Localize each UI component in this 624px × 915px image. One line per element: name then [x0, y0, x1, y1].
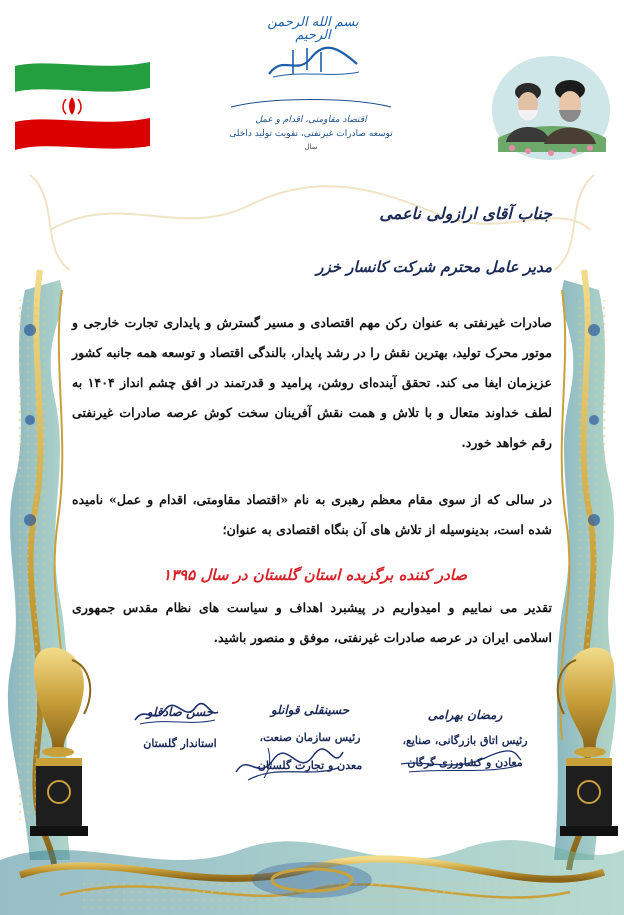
year-motto	[215, 96, 407, 151]
signatory-name: حسن صادقلو	[146, 705, 214, 719]
iran-flag	[10, 58, 155, 153]
award-title: صادر کننده برگزیده استان گلستان در سال ۱۳۹۵	[162, 566, 468, 584]
golden-trophy-left-icon	[22, 640, 108, 840]
signatory-role: استاندار گلستان	[143, 737, 217, 750]
golden-trophy-right-icon	[540, 640, 624, 840]
basmala-flourish-icon	[263, 44, 363, 80]
signatory-name: رمضان بهرامی	[427, 708, 503, 722]
signatory-role: معدن و تجارت گلستان	[257, 759, 363, 772]
recipient-position: مدیر عامل محترم شرکت کانسار خزر	[316, 258, 552, 276]
handwritten-signature-icon	[130, 700, 220, 730]
signatory-role: معادن و کشاورزی گرگان	[407, 756, 523, 769]
handwritten-signature-icon	[228, 742, 348, 784]
basmala-text: بسم الله الرحمن الرحیم	[267, 15, 359, 43]
signatory-name: حسینقلی قوانلو	[270, 703, 350, 717]
handwritten-signature-icon	[395, 742, 525, 778]
paragraph-2: در سالی که از سوی مقام معظم رهبری به نام «اقتصاد مقاومتی، اقدام و عمل» نامیده شده است، بدینوسیله از تلاش های آن بنگاه اقتصادی به عنوان؛	[72, 492, 552, 537]
leaders-portrait-image	[488, 52, 614, 164]
basmala-calligraphy	[258, 16, 368, 80]
motto-flourish-icon	[221, 97, 401, 111]
signatory-role: رئیس اتاق بازرگانی، صنایع،	[402, 734, 528, 747]
motto-line1: اقتصاد مقاومتی، اقدام و عمل	[255, 115, 367, 125]
motto-line3: سال	[304, 143, 318, 151]
paragraph-3: تقدیر می نماییم و امیدواریم در پیشبرد اهداف و سیاست های نظام مقدس جمهوری اسلامی ایران در عرصه صادرات غیرنفتی، موفق و منصور باشید.	[72, 600, 552, 645]
motto-line2: توسعه صادرات غیرنفتی، تقویت تولید داخلی	[229, 129, 393, 139]
paragraph-1: صادرات غیرنفتی به عنوان رکن مهم اقتصادی و مسیر گسترش و پایداری تجارت خارجی و موتور محرک تولید، بهترین نقش را در رشد پایدار، بالندگی اقتصاد و توسعه همه جانبه کشور عزیزمان ایفا می کند. تحقق آینده‌ای روشن، پرامید و قدرتمند در افق چشم انداز ۱۴۰۴ به لطف خداوند متعال و با تلاش و همت نقش آفرینان سخت کوش عرصه صادرات غیرنفتی رقم خواهد خورد.	[72, 315, 552, 450]
signatory-role: رئیس سازمان صنعت،	[259, 731, 361, 744]
recipient-name: جناب آقای ارازولی ناعمی	[379, 204, 552, 223]
